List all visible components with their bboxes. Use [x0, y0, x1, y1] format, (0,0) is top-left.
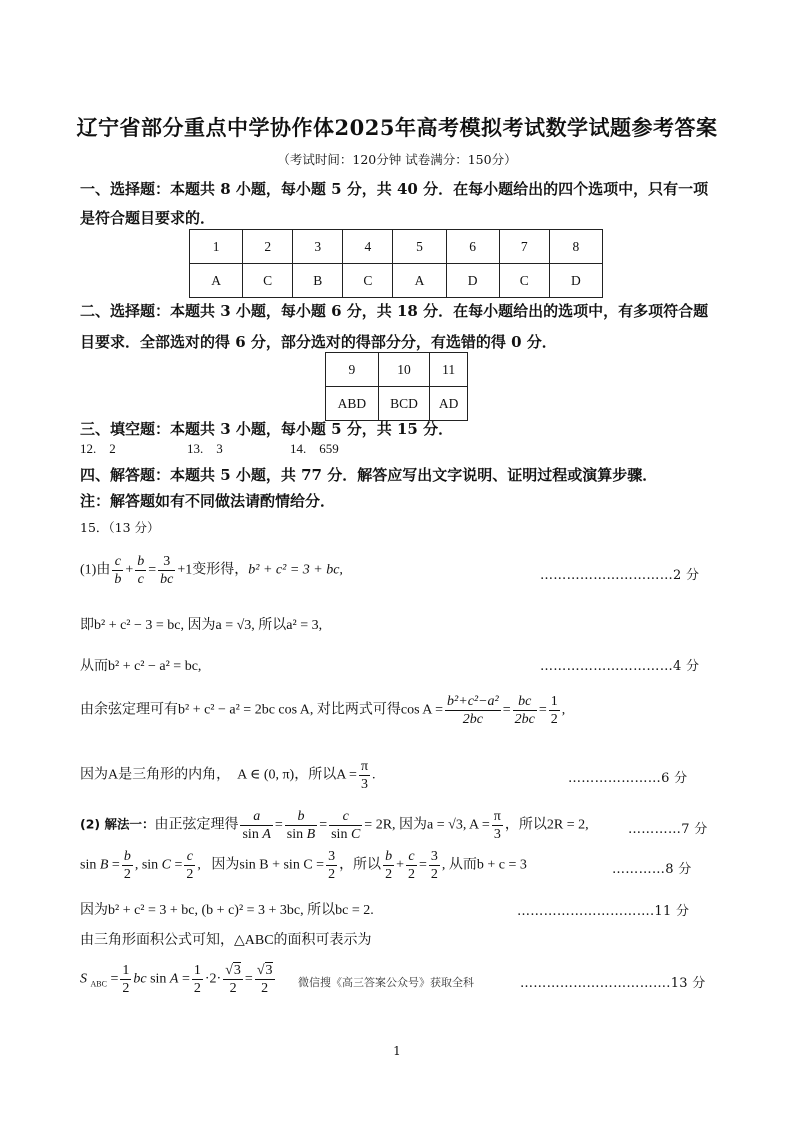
answer-cell-2: AD [430, 387, 468, 421]
section2-heading-line2: 目要求．全部选对的得 6 分，部分选对的得部分分，有选错的得 0 分． [80, 333, 557, 351]
q15-part2-step5: S $_{ABC}$ = $\frac{1}{2}$ bc sin A = $\frac{1}{2}$ ·2· $\frac{√3}{2}$ = $\frac{√3}{2}$ [80, 963, 273, 996]
score-marker-6: …………………6 分 [568, 771, 688, 786]
fill-answer-13: 13. 3 [187, 441, 223, 456]
answer-table-2 [325, 352, 468, 421]
q15-part2-step3: 因为b² + c² = 3 + bc, (b + c)² = 3 + 3bc, 所以bc = 2. [80, 903, 374, 918]
q15-part2-step2: sin B = $\frac{b}{2}$ , sin C = $\frac{c}{2}$ , 因为sin B + sin C = $\frac{3}{2}$ ，所以 $\frac{b}{2}$ + $\frac{c}{2}$ = $\frac{3}{2}$ , 从而b + c = 3 [80, 849, 527, 882]
question-number-cell-3: 4 [343, 230, 393, 264]
question-number-cell-1: 2 [243, 230, 293, 264]
answer-cell-1: C [243, 264, 293, 298]
score-marker-7: …………7 分 [628, 822, 708, 837]
q15-step5: 因为A是三角形的内角， A ∈ (0, π)，所以A = $\frac{\pi}{3}$ . [80, 759, 376, 792]
fill-answer-12: 12. 2 [80, 441, 116, 456]
question-number-cell-5: 6 [446, 230, 499, 264]
score-marker-8: …………8 分 [612, 862, 692, 877]
q15-step3: 从而b² + c² − a² = bc, [80, 659, 202, 674]
grading-note: 注：解答题如有不同做法请酌情给分． [80, 492, 336, 510]
exam-info: （考试时间：120分钟 试卷满分：150分） [277, 152, 517, 167]
question-number-cell-4: 5 [393, 230, 446, 264]
question-number-cell-7: 8 [549, 230, 602, 264]
q15-step1: (1)由 $\frac{c}{b}$ + $\frac{b}{c}$ = $\frac{3}{bc}$ +1变形得，b² + c² = 3 + bc, [80, 554, 343, 587]
question-number-cell-6: 7 [499, 230, 549, 264]
section1-heading-line1: 一、选择题：本题共 8 小题，每小题 5 分，共 40 分．在每小题给出的四个选项中，只有一项 [80, 180, 709, 198]
answer-cell-7: D [549, 264, 602, 298]
section3-heading: 三、填空题：本题共 3 小题，每小题 5 分，共 15 分． [80, 420, 454, 438]
answer-cell-2: B [293, 264, 343, 298]
q15-part2-step4: 由三角形面积公式可知，△ABC的面积可表示为 [80, 933, 372, 948]
answer-cell-6: C [499, 264, 549, 298]
section1-heading-line2: 是符合题目要求的． [80, 209, 216, 227]
question-number-cell-0: 9 [326, 353, 379, 387]
section4-heading: 四、解答题：本题共 5 小题，共 77 分．解答应写出文字说明、证明过程或演算步骤． [80, 466, 658, 484]
answer-cell-0: A [190, 264, 243, 298]
answer-cell-0: ABD [326, 387, 379, 421]
question-number-cell-2: 11 [430, 353, 468, 387]
answer-cell-3: C [343, 264, 393, 298]
question-number-cell-2: 3 [293, 230, 343, 264]
question-number-cell-1: 10 [378, 353, 430, 387]
watermark-text: 微信搜《高三答案公众号》获取全科 [298, 976, 474, 989]
q15-step2: 即b² + c² − 3 = bc, 因为a = √3, 所以a² = 3, [80, 618, 323, 633]
section2-heading-line1: 二、选择题：本题共 3 小题，每小题 6 分，共 18 分．在每小题给出的选项中，有多项符合题 [80, 302, 709, 320]
page-number: 1 [393, 1044, 401, 1058]
question-number-cell-0: 1 [190, 230, 243, 264]
score-marker-2: …………………………2 分 [540, 568, 700, 583]
answer-table-1 [189, 229, 603, 298]
answer-cell-4: A [393, 264, 446, 298]
q15-step4: 由余弦定理可有b² + c² − a² = 2bc cos A, 对比两式可得cos A = $\frac{\text{b²+c²−a²}}{2bc}$ = $\frac{bc}{2bc}$ = $\frac{1}{2}$ , [80, 694, 566, 727]
answer-cell-1: BCD [378, 387, 430, 421]
page-title: 辽宁省部分重点中学协作体2025年高考模拟考试数学试题参考答案 [76, 115, 718, 140]
score-marker-4: …………………………4 分 [540, 659, 700, 674]
q15-label: 15．（13 分） [80, 520, 160, 535]
score-marker-13: …………………………….13 分 [520, 976, 706, 991]
answer-cell-5: D [446, 264, 499, 298]
fill-answer-14: 14. 659 [290, 441, 339, 456]
score-marker-11: ………………………….11 分 [517, 904, 690, 919]
q15-part2-step1: (2) 解法一：由正弦定理得 $\frac{a}{\text{sin A}}$ = $\frac{b}{\text{sin B}}$ = $\frac{c}{\text{sin C}}$ = 2R, 因为a = √3, A = $\frac{\pi}{3}$ ，所以2R = 2, [80, 809, 589, 842]
